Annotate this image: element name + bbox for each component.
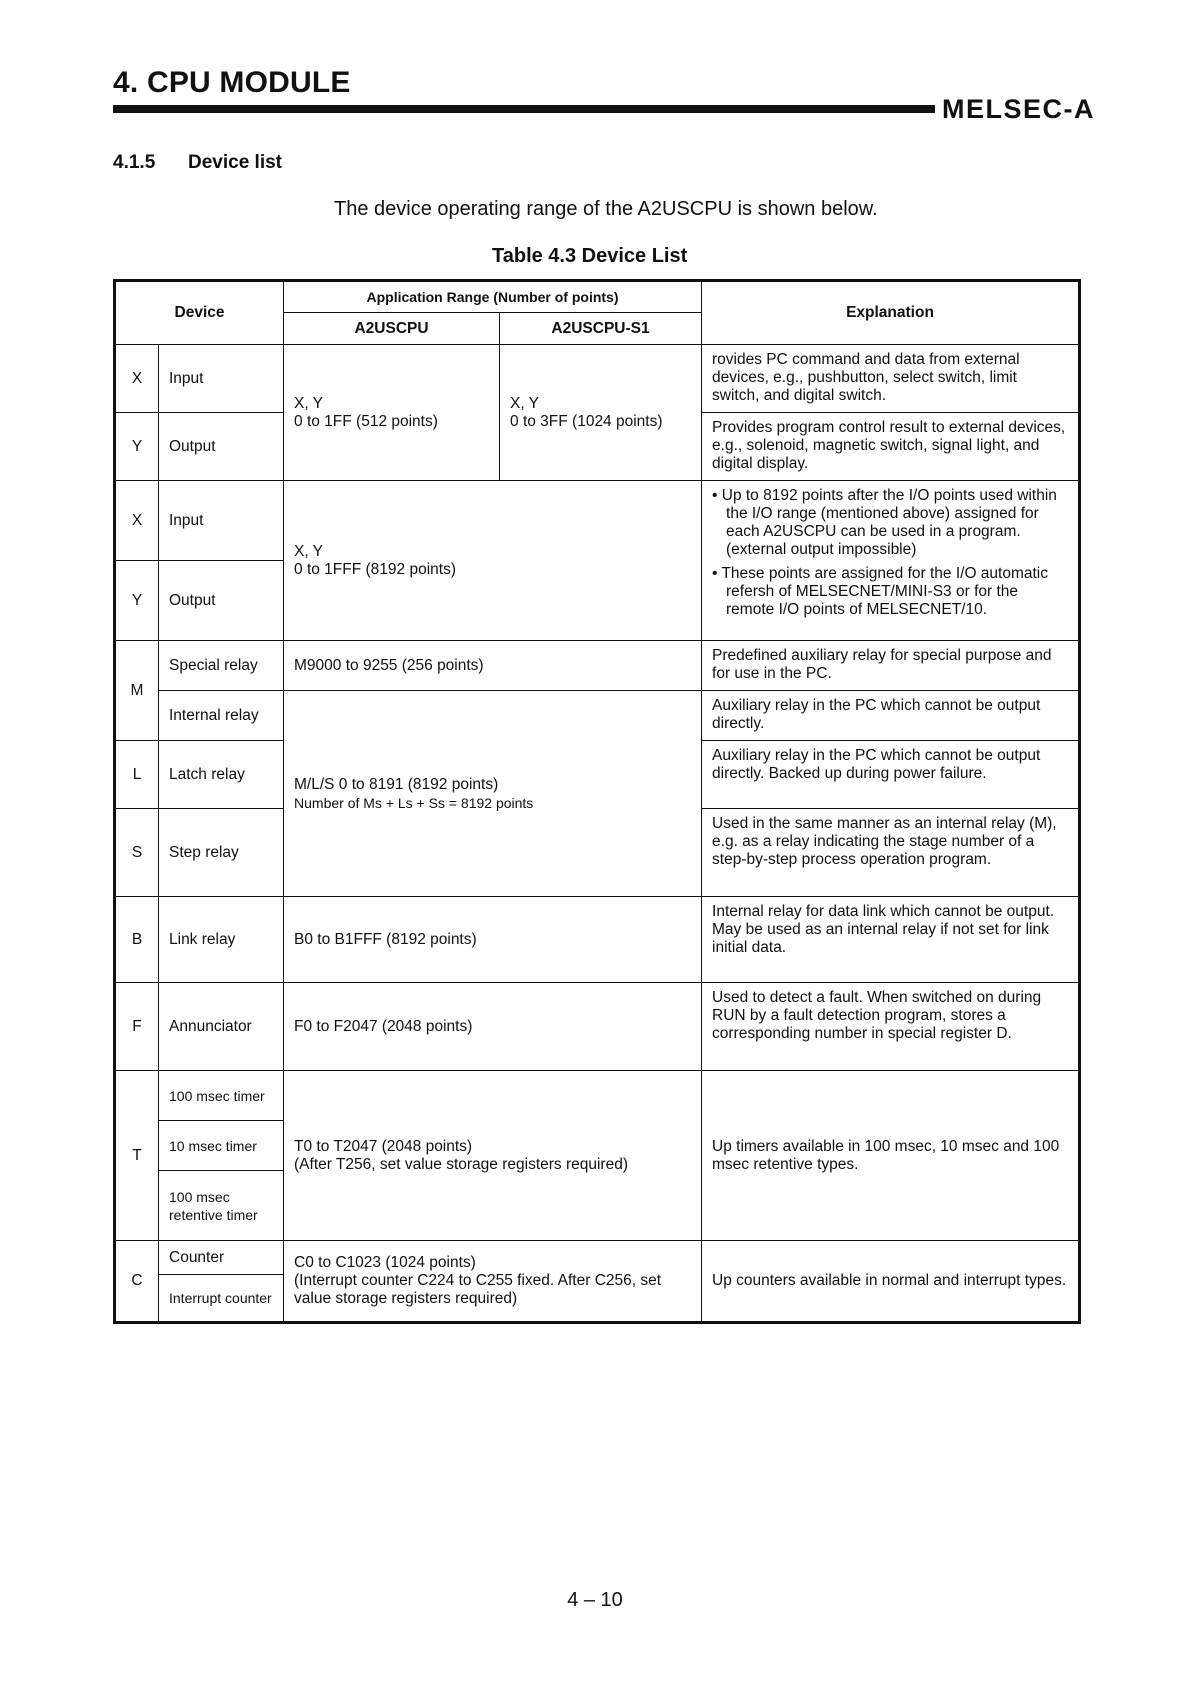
explanation-cell: Auxiliary relay in the PC which cannot be output directly. Backed up during power failure.	[702, 741, 1080, 809]
device-symbol: M	[115, 641, 159, 741]
table-row	[115, 1071, 1080, 1121]
device-symbol: Y	[115, 413, 159, 481]
table-row	[115, 641, 1080, 691]
explanation-cell: Used to detect a fault. When switched on during RUN by a fault detection program, stores a corresponding number in special register D.	[702, 983, 1080, 1071]
explanation-cell: Internal relay for data link which cannot be output. May be used as an internal relay if not set for link initial data.	[702, 897, 1080, 983]
device-name: Output	[159, 413, 284, 481]
table-header-row	[115, 281, 1080, 313]
range-line: Number of Ms + Ls + Ss = 8192 points	[294, 794, 534, 811]
device-name: 10 msec timer	[159, 1121, 284, 1171]
explanation-cell: Auxiliary relay in the PC which cannot be output directly.	[702, 691, 1080, 741]
device-name: Internal relay	[159, 691, 284, 741]
range-line: (After T256, set value storage registers required)	[294, 1155, 628, 1173]
device-name: 100 msec timer	[159, 1071, 284, 1121]
device-name: Annunciator	[159, 983, 284, 1071]
explanation-cell: Provides program control result to external devices, e.g., solenoid, magnetic switch, signal light, and digital display.	[702, 413, 1080, 481]
range-cell	[284, 345, 500, 481]
bullet-item: • Up to 8192 points after the I/O points used within the I/O range (mentioned above) assigned for each A2USCPU can be used in a program. (external output impossible)	[712, 487, 1057, 558]
range-cell: M9000 to 9255 (256 points)	[284, 641, 702, 691]
explanation-cell: Used in the same manner as an internal relay (M), e.g. as a relay indicating the stage number of a step-by-step process operation program.	[702, 809, 1080, 897]
header-a2uscpu-s1: A2USCPU-S1	[500, 313, 702, 345]
section-title: Device list	[188, 152, 282, 173]
device-name: Latch relay	[159, 741, 284, 809]
range-cell	[500, 345, 702, 481]
device-symbol: B	[115, 897, 159, 983]
device-symbol: C	[115, 1241, 159, 1323]
device-name: Counter	[159, 1241, 284, 1275]
device-symbol: Y	[115, 561, 159, 641]
explanation-bullets	[712, 487, 1068, 619]
header-application-range: Application Range (Number of points)	[284, 281, 702, 313]
range-line: 0 to 1FFF (8192 points)	[294, 560, 456, 578]
device-list-table	[113, 279, 1081, 1324]
brand-name: MELSEC-A	[942, 94, 1095, 124]
header-explanation: Explanation	[702, 281, 1080, 345]
range-line: X, Y	[510, 394, 540, 412]
table-caption: Table 4.3 Device List	[492, 245, 688, 267]
explanation-cell: Up timers available in 100 msec, 10 msec and 100 msec retentive types.	[702, 1071, 1080, 1241]
header-rule	[113, 105, 935, 113]
device-symbol: T	[115, 1071, 159, 1241]
explanation-cell	[702, 481, 1080, 641]
device-name: Link relay	[159, 897, 284, 983]
explanation-cell: rovides PC command and data from external devices, e.g., pushbutton, select switch, limit switch, and digital switch.	[702, 345, 1080, 413]
header-device: Device	[115, 281, 284, 345]
device-symbol: S	[115, 809, 159, 897]
section-heading	[113, 152, 282, 174]
device-symbol: L	[115, 741, 159, 809]
device-name: Input	[159, 345, 284, 413]
range-cell	[284, 481, 702, 641]
device-symbol: F	[115, 983, 159, 1071]
table-row	[115, 481, 1080, 561]
device-name: Step relay	[159, 809, 284, 897]
device-name: Special relay	[159, 641, 284, 691]
device-name: 100 msec retentive timer	[159, 1171, 284, 1241]
range-line: M/L/S 0 to 8191 (8192 points)	[294, 775, 499, 793]
range-line: X, Y	[294, 542, 324, 560]
header-a2uscpu: A2USCPU	[284, 313, 500, 345]
table-row	[115, 897, 1080, 983]
table-row	[115, 1241, 1080, 1275]
section-number: 4.1.5	[113, 152, 156, 173]
page-title: 4. CPU MODULE	[113, 66, 351, 99]
device-symbol: X	[115, 481, 159, 561]
device-name: Input	[159, 481, 284, 561]
page-number: 4 – 10	[567, 1589, 623, 1611]
table-row	[115, 345, 1080, 413]
range-line: 0 to 3FF (1024 points)	[510, 412, 663, 430]
device-name: Interrupt counter	[159, 1275, 284, 1323]
range-line: C0 to C1023 (1024 points)	[294, 1254, 476, 1271]
range-cell	[284, 691, 702, 897]
range-cell	[284, 1071, 702, 1241]
range-cell: F0 to F2047 (2048 points)	[284, 983, 702, 1071]
explanation-cell: Predefined auxiliary relay for special purpose and for use in the PC.	[702, 641, 1080, 691]
range-line: 0 to 1FF (512 points)	[294, 412, 438, 430]
range-cell: B0 to B1FFF (8192 points)	[284, 897, 702, 983]
table-row	[115, 983, 1080, 1071]
range-line: X, Y	[294, 394, 324, 412]
device-name: Output	[159, 561, 284, 641]
range-line: T0 to T2047 (2048 points)	[294, 1137, 473, 1155]
range-cell	[284, 1241, 702, 1323]
table-row	[115, 691, 1080, 741]
bullet-item: • These points are assigned for the I/O automatic refersh of MELSECNET/MINI-S3 or for the remote I/O points of MELSECNET/10.	[712, 565, 1049, 618]
intro-text: The device operating range of the A2USCPU is shown below.	[334, 198, 878, 220]
device-symbol: X	[115, 345, 159, 413]
range-line: (Interrupt counter C224 to C255 fixed. After C256, set value storage registers required)	[294, 1272, 662, 1307]
explanation-cell: Up counters available in normal and interrupt types.	[702, 1241, 1080, 1323]
